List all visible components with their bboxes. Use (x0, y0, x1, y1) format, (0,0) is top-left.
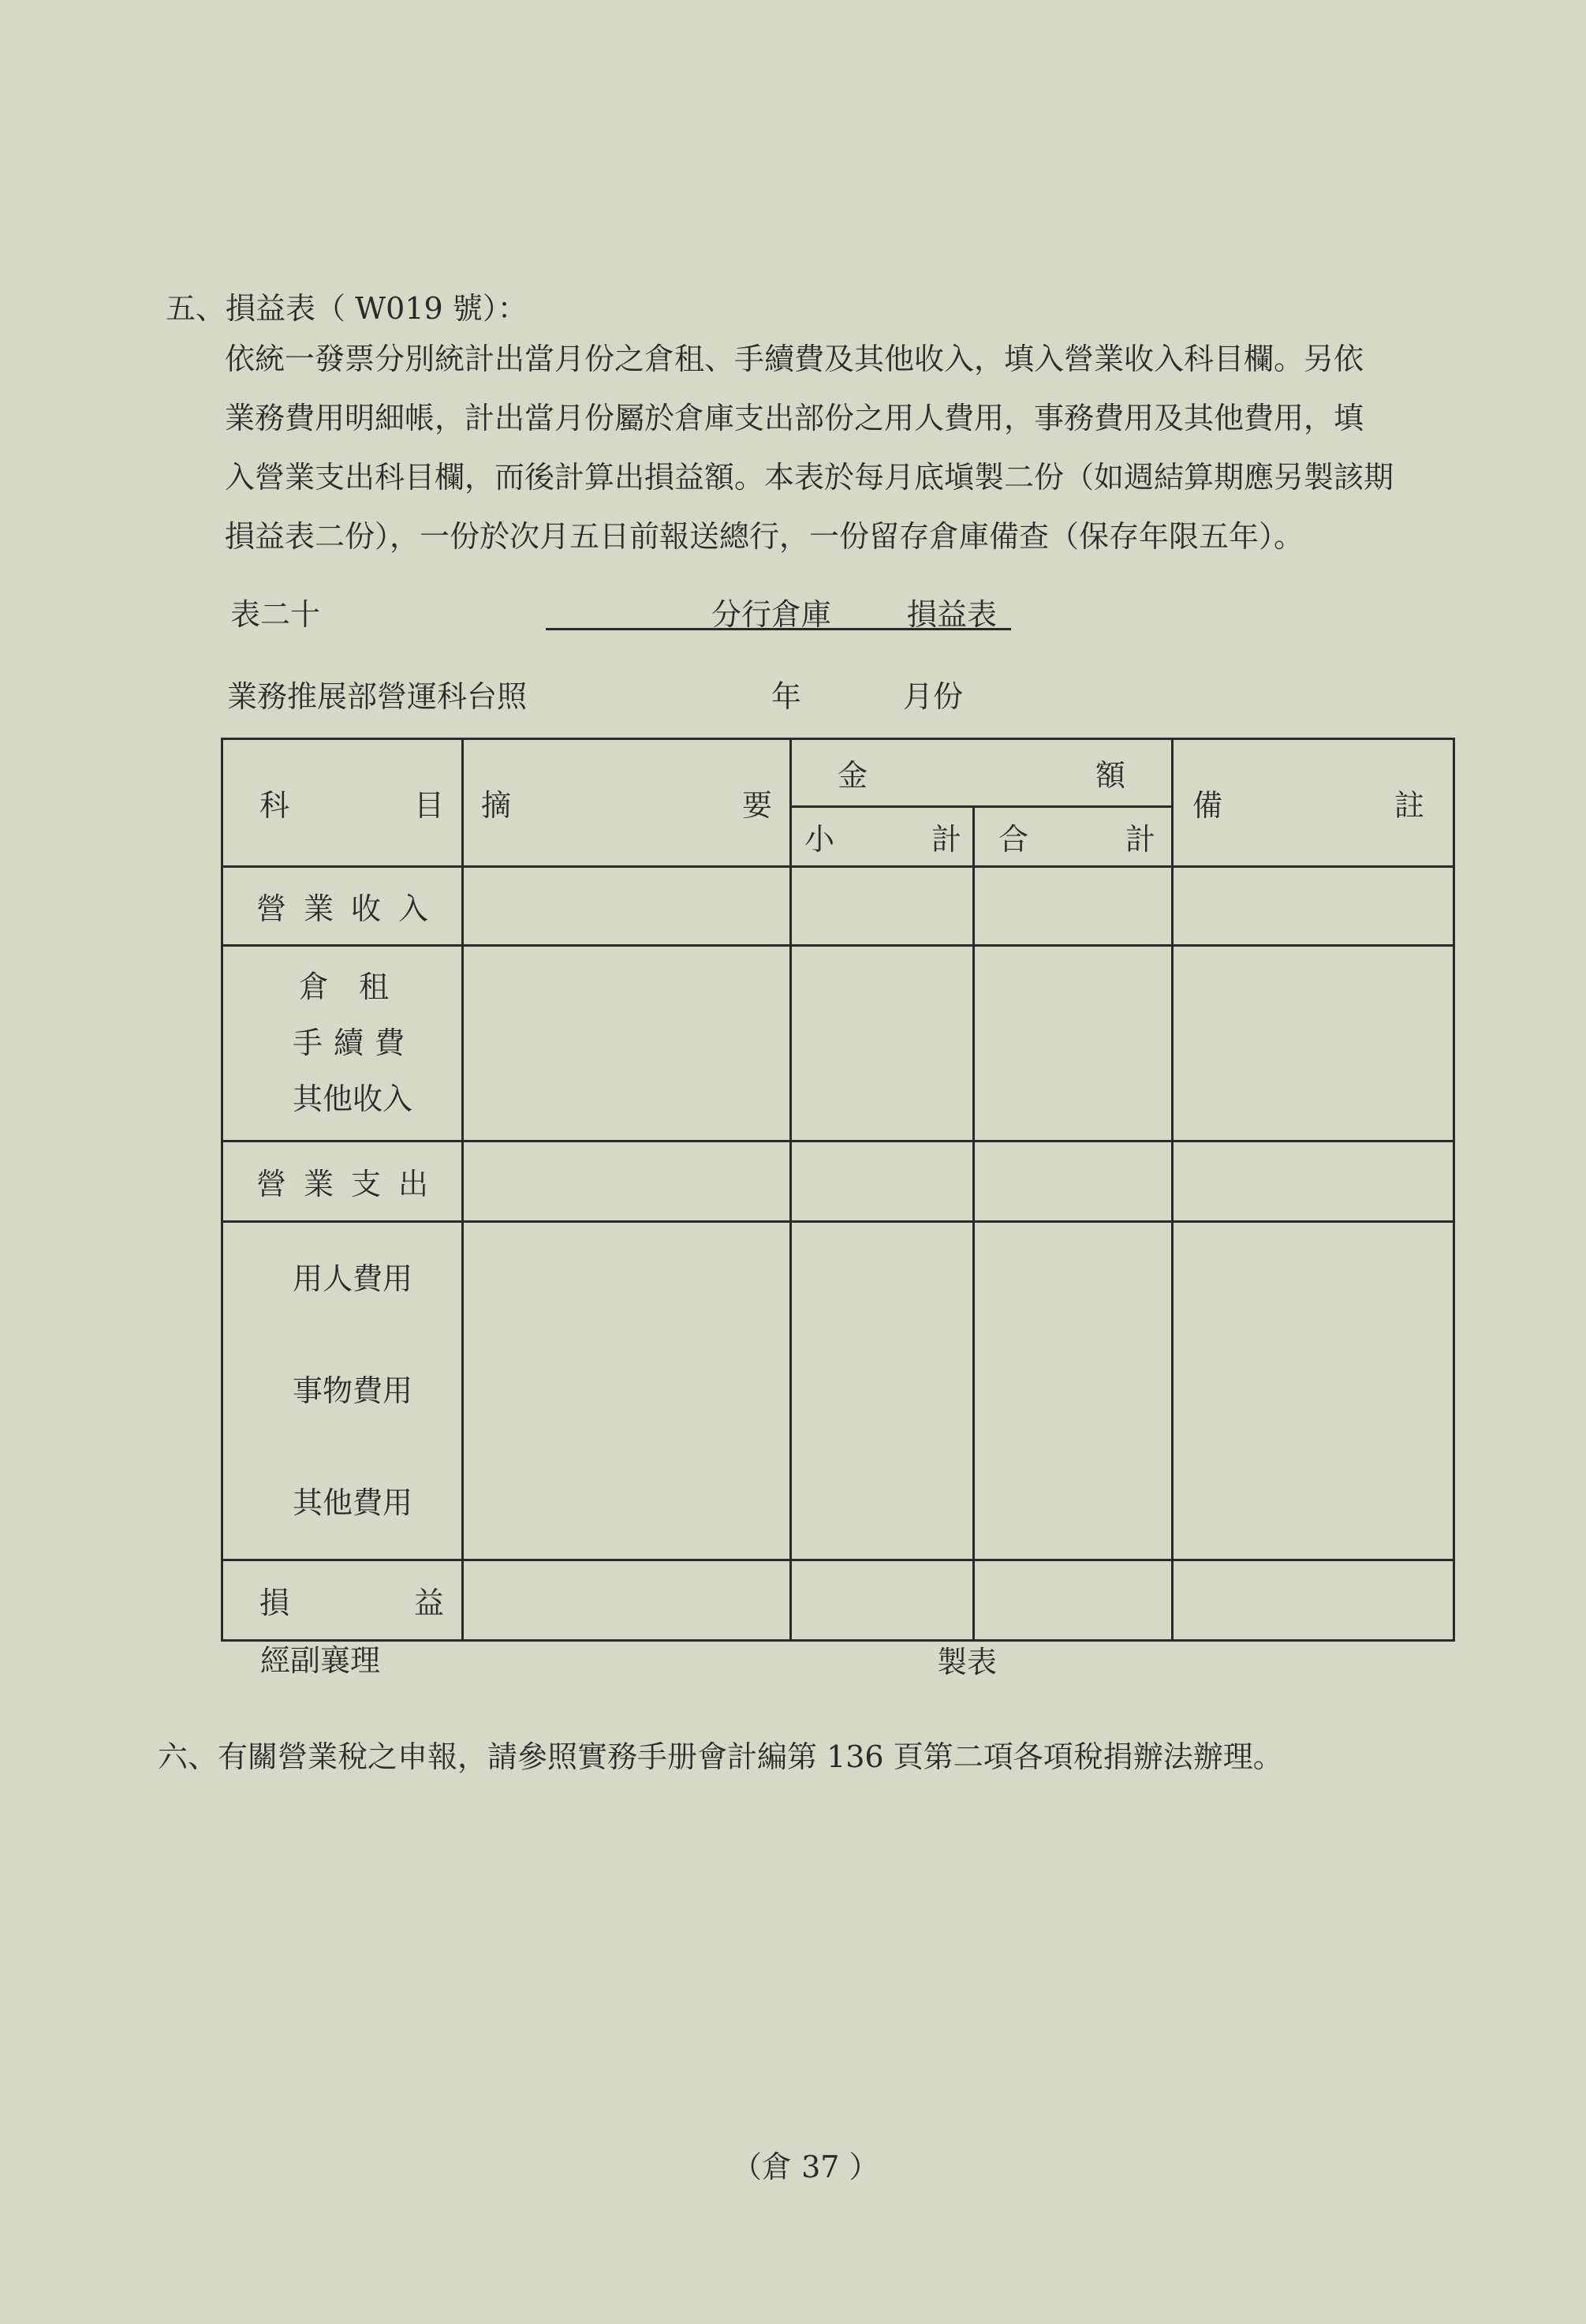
header-subtotal (791, 807, 974, 867)
cell-empty (1173, 867, 1454, 946)
header-amount (791, 739, 1173, 807)
table-row (222, 867, 1454, 946)
row-profit-loss (222, 1560, 463, 1641)
header-text: 要 (741, 788, 772, 823)
header-text: 計 (931, 822, 961, 857)
year-label: 年 (771, 679, 802, 714)
table-number: 表二十 (230, 597, 321, 632)
form-title-branch: 分行倉庫 (711, 597, 832, 632)
cell-empty (974, 1141, 1173, 1222)
cell-empty (1173, 1560, 1454, 1641)
row-item: 用人費用 (293, 1261, 413, 1296)
header-text: 目 (413, 788, 444, 823)
cell-empty (974, 867, 1173, 946)
signature-manager-label: 經副襄理 (260, 1643, 381, 1678)
cell-empty (1173, 1222, 1454, 1560)
header-summary (463, 739, 791, 867)
profit-loss-table (221, 738, 1455, 1642)
cell-empty (1173, 1141, 1454, 1222)
header-text: 科 (259, 788, 290, 823)
cell-empty (791, 867, 974, 946)
row-label: 營業收入 (256, 891, 446, 926)
section-5-paragraph (225, 330, 1394, 566)
header-text: 金 (838, 758, 868, 793)
header-subject (222, 739, 463, 867)
cell-empty (791, 1222, 974, 1560)
cell-empty (463, 1222, 791, 1560)
paragraph-line: 入營業支出科目欄，而後計算出損益額。本表於每月底塡製二份（如週結算期應另製該期 (225, 460, 1394, 495)
paragraph-line: 損益表二份），一份於次月五日前報送總行，一份留存倉庫備查（保存年限五年）。 (225, 519, 1304, 554)
row-label: 益 (413, 1586, 444, 1620)
header-total (974, 807, 1173, 867)
form-title-name: 損益表 (907, 597, 998, 632)
section-6-text: 六、有關營業稅之申報，請參照實務手册會計編第 136 頁第二項各項稅捐辦法辦理。 (158, 1739, 1283, 1774)
cell-empty (1173, 946, 1454, 1141)
row-income-items (222, 946, 463, 1141)
header-text: 備 (1192, 788, 1223, 823)
paragraph-line: 依統一發票分別統計出當月份之倉租、手續費及其他收入，填入營業收入科目欄。另依 (225, 342, 1364, 376)
header-text: 摘 (481, 788, 512, 823)
header-text: 註 (1394, 788, 1424, 823)
paragraph-line: 業務費用明細帳，計出當月份屬於倉庫支出部份之用人費用，事務費用及其他費用，填 (225, 401, 1364, 435)
table-row (222, 946, 1454, 1141)
signature-preparer-label: 製表 (937, 1645, 998, 1679)
header-text: 計 (1125, 822, 1155, 857)
row-item: 倉 租 (299, 970, 390, 1004)
cell-empty (463, 1141, 791, 1222)
header-text: 合 (998, 822, 1029, 857)
table-row (222, 1222, 1454, 1560)
cell-empty (791, 1560, 974, 1641)
cell-empty (974, 1560, 1173, 1641)
row-item: 其他收入 (293, 1082, 413, 1116)
table-row (222, 1560, 1454, 1641)
header-text: 小 (804, 822, 835, 857)
page-number: （倉 37 ） (732, 2150, 879, 2184)
cell-empty (791, 1141, 974, 1222)
addressee: 業務推展部營運科台照 (227, 679, 528, 714)
section-5-heading: 五、損益表（ W019 號）： (166, 291, 528, 326)
row-item: 手續費 (293, 1026, 416, 1060)
cell-empty (974, 946, 1173, 1141)
cell-empty (791, 946, 974, 1141)
row-operating-income (222, 867, 463, 946)
row-item: 事物費用 (293, 1373, 413, 1408)
title-underline (546, 628, 1011, 630)
row-item: 其他費用 (293, 1485, 413, 1520)
cell-empty (463, 1560, 791, 1641)
cell-empty (463, 946, 791, 1141)
table-row (222, 1141, 1454, 1222)
row-label: 營業支出 (256, 1167, 446, 1201)
cell-empty (974, 1222, 1173, 1560)
cell-empty (463, 867, 791, 946)
header-remarks (1173, 739, 1454, 867)
header-text: 額 (1095, 758, 1125, 793)
month-label: 月份 (903, 679, 964, 714)
row-operating-expense (222, 1141, 463, 1222)
row-label: 損 (259, 1586, 290, 1620)
row-expense-items (222, 1222, 463, 1560)
